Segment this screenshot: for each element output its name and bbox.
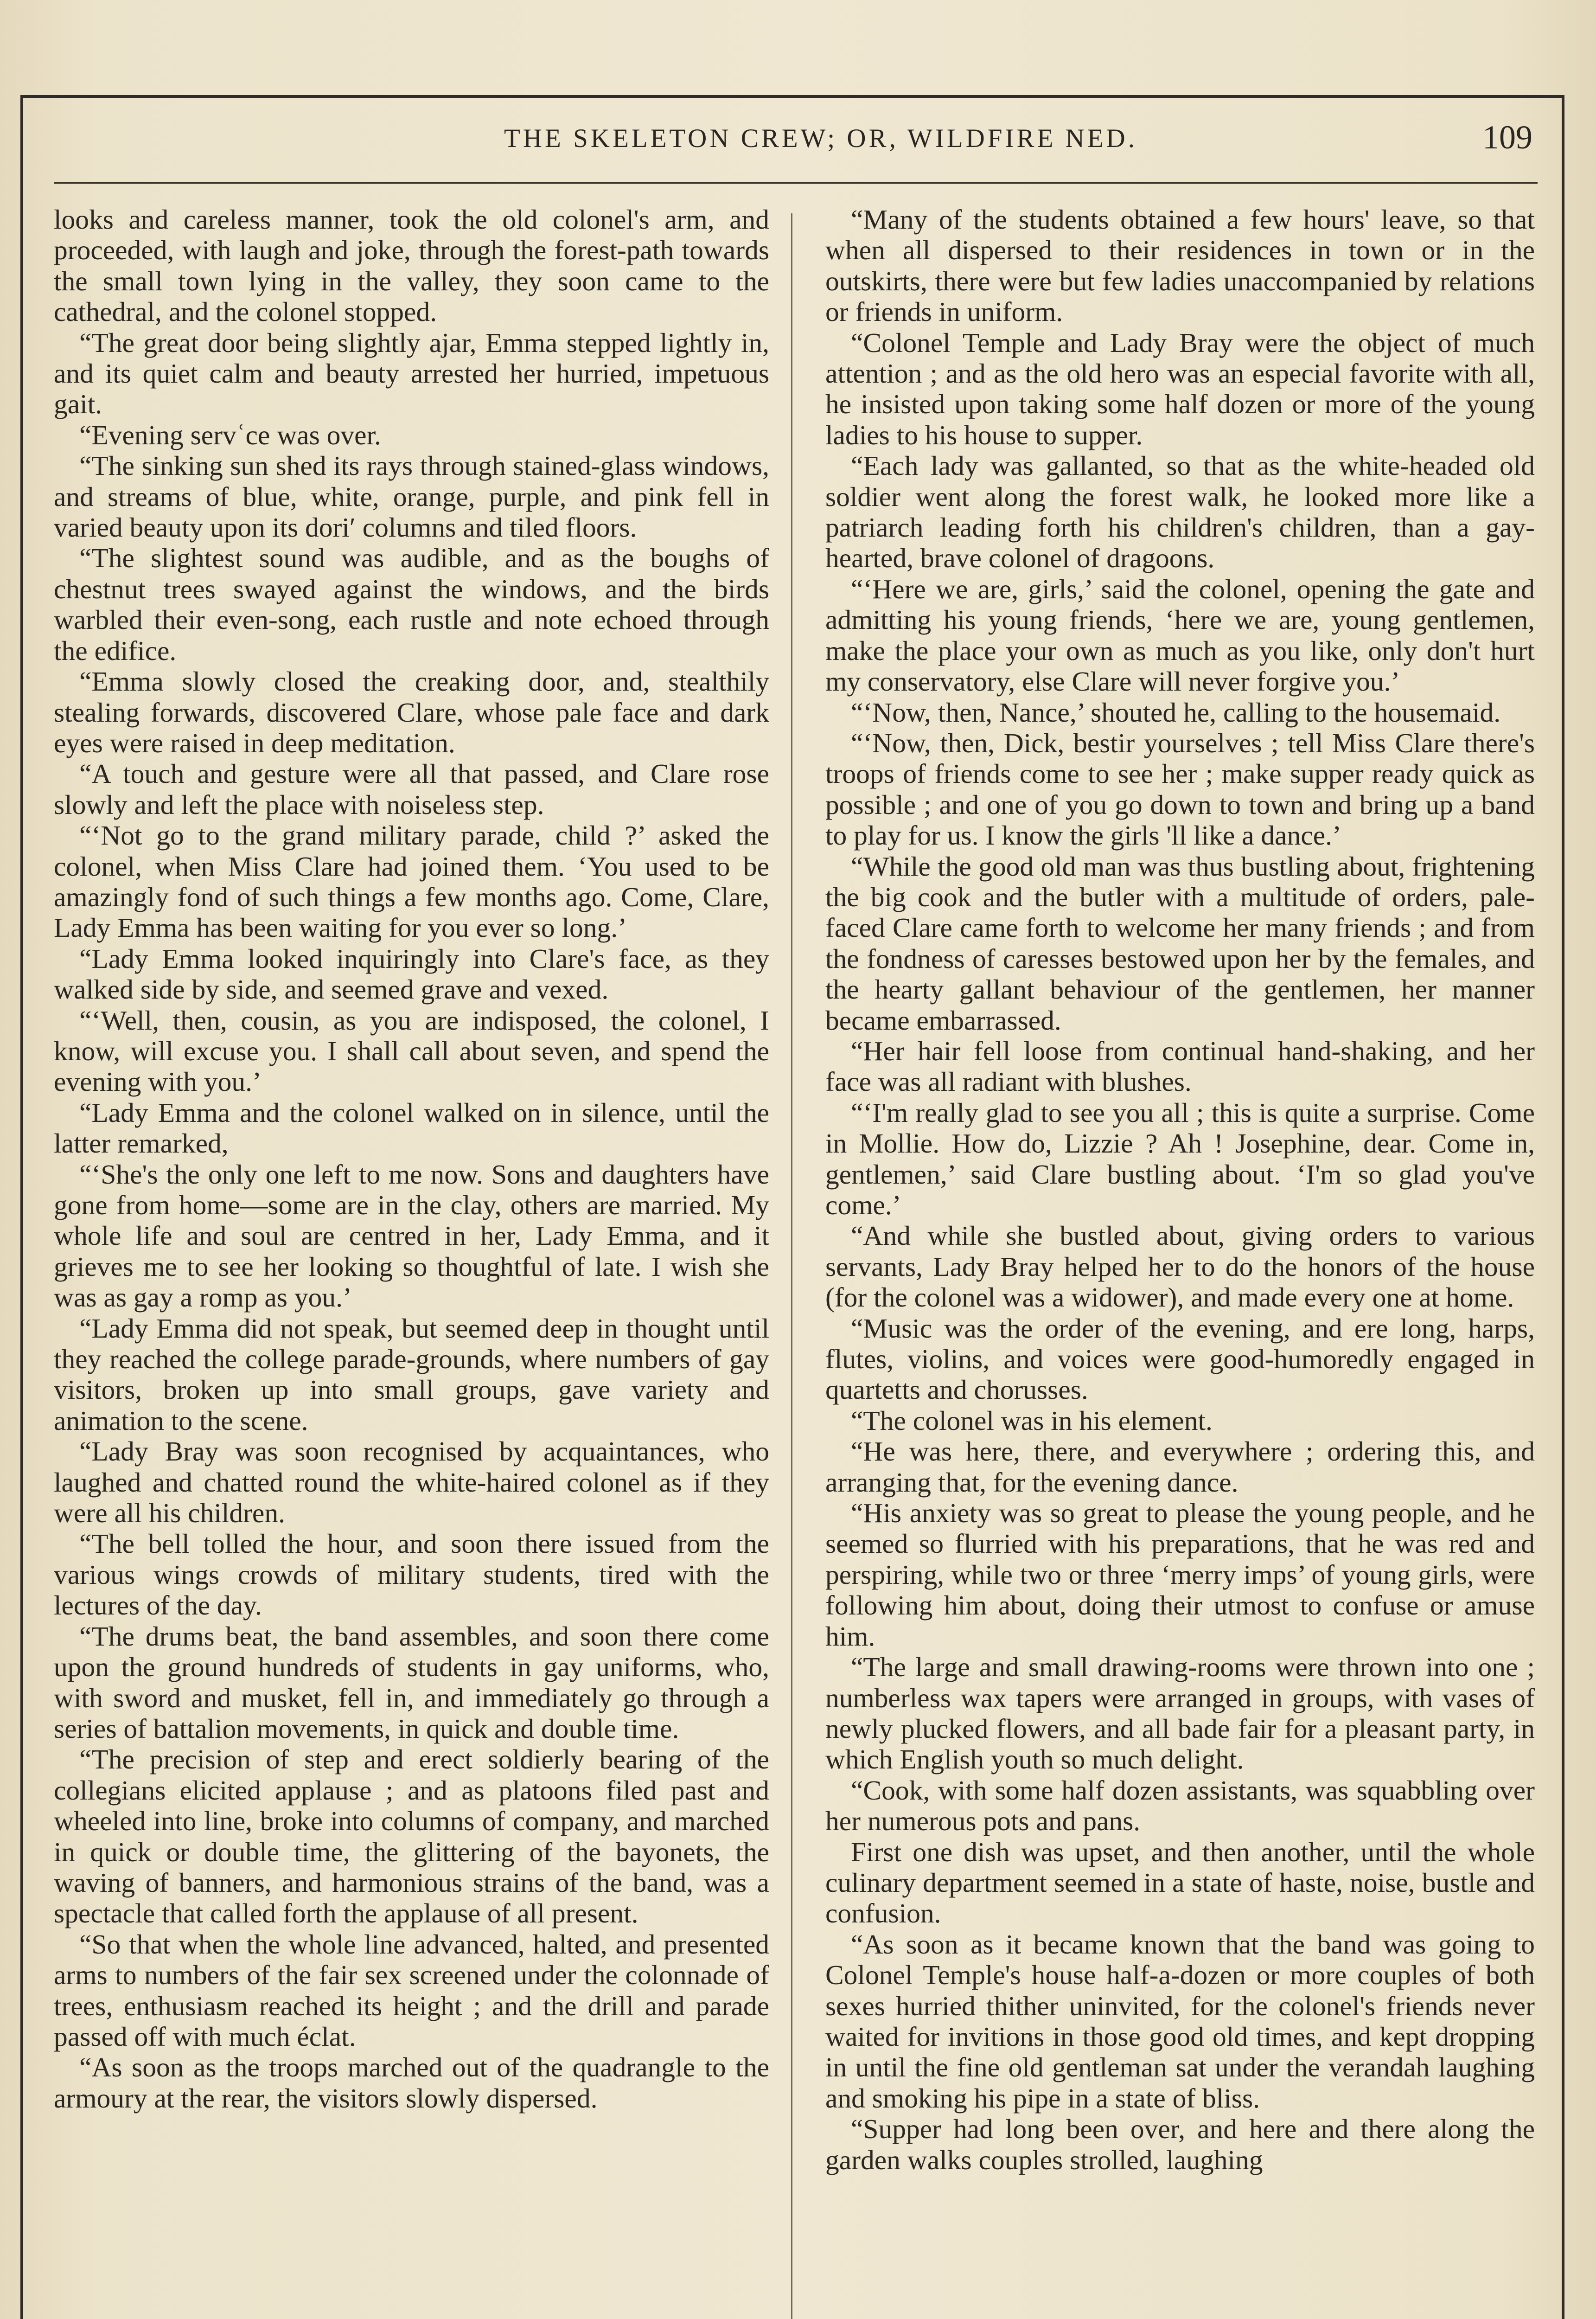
paragraph: looks and careless manner, took the old colonel's arm, and proceeded, with laugh and joke, through the forest-path towards the small town lying in the valley, they soon came to the cathedral, and the colonel stopped. <box>54 204 769 327</box>
paragraph: “Cook, with some half dozen assistants, was squabbling over her numerous pots and pans. <box>825 1774 1535 1837</box>
paragraph: “Lady Bray was soon recognised by acquaintances, who laughed and chatted round the white-haired colonel as if they were all his children. <box>54 1436 769 1529</box>
paragraph: “The sinking sun shed its rays through stained-glass windows, and streams of blue, white, orange, purple, and pink fell in varied beauty upon its dori′ columns and tiled floors. <box>54 450 769 543</box>
paragraph: “So that when the whole line advanced, halted, and presented arms to numbers of the fair sex screened under the colonnade of trees, enthusiasm reached its height ; and the drill and parade passed off with much éclat. <box>54 1928 769 2052</box>
paragraph: “The bell tolled the hour, and soon there issued from the various wings crowds of military students, tired with the lectures of the day. <box>54 1528 769 1621</box>
paragraph: “‘She's the only one left to me now. Sons and daughters have gone from home—some are in the clay, others are married. My whole life and soul are centred in her, Lady Emma, and it grieves me to see her looking so thoughtful of late. I wish she was as gay a romp as you.’ <box>54 1159 769 1313</box>
paragraph: “‘Here we are, girls,’ said the colonel, opening the gate and admitting his young friends, ‘here we are, young gentlemen, make the place your own as much as you like, only don't hurt my conservatory, else Clare will never forgive you.’ <box>825 573 1535 697</box>
paragraph: “‘Not go to the grand military parade, child ?’ asked the colonel, when Miss Clare had joined them. ‘You used to be amazingly fond of such things a few months ago. Come, Clare, Lady Emma has been waiting for you ever so long.’ <box>54 820 769 943</box>
left-text-column <box>54 204 769 2114</box>
paragraph: “‘I'm really glad to see you all ; this is quite a surprise. Come in Mollie. How do, Lizzie ? Ah ! Josephine, dear. Come in, gentlemen,’ said Clare bustling about. ‘I'm so glad you've come.’ <box>825 1097 1535 1220</box>
paragraph: “‘Now, then, Dick, bestir yourselves ; tell Miss Clare there's troops of friends come to see her ; make supper ready quick as possible ; and one of you go down to town and bring up a band to play for us. I know the girls 'll like a dance.’ <box>825 727 1535 851</box>
paragraph: “The precision of step and erect soldierly bearing of the collegians elicited applause ; and as platoons filed past and wheeled into line, broke into columns of company, and marched in quick or double time, the glittering of the bayonets, the waving of banners, and harmonious strains of the band, was a spectacle that called forth the applause of all present. <box>54 1744 769 1929</box>
paragraph: “The drums beat, the band assembles, and soon there come upon the ground hundreds of students in gay uniforms, who, with sword and musket, fell in, and immediately go through a series of battalion movements, in quick and double time. <box>54 1621 769 1744</box>
running-title: THE SKELETON CREW; OR, WILDFIRE NED. <box>504 124 1137 153</box>
paragraph: “The large and small drawing-rooms were thrown into one ; numberless wax tapers were arranged in groups, with vases of newly plucked flowers, and all bade fair for a pleasant party, in which English youth so much delight. <box>825 1652 1535 1775</box>
paragraph: “‘Well, then, cousin, as you are indisposed, the colonel, I know, will excuse you. I shall call about seven, and spend the evening with you.’ <box>54 1005 769 1097</box>
paragraph: “And while she bustled about, giving orders to various servants, Lady Bray helped her to do the honors of the house (for the colonel was a widower), and made every one at home. <box>825 1220 1535 1313</box>
paragraph: “The colonel was in his element. <box>851 1405 1213 1436</box>
paragraph: “Supper had long been over, and here and there along the garden walks couples strolled, laughing <box>825 2114 1535 2175</box>
paragraph: “Colonel Temple and Lady Bray were the object of much attention ; and as the old hero was an especial favorite with all, he insisted upon taking some half dozen or more of the young ladies to his house to supper. <box>825 327 1535 450</box>
right-text-column <box>825 204 1535 2175</box>
paragraph: “Emma slowly closed the creaking door, and, stealthily stealing forwards, discovered Clare, whose pale face and dark eyes were raised in deep meditation. <box>54 666 769 758</box>
column-divider <box>791 213 792 2319</box>
paragraph: “While the good old man was thus bustling about, frightening the big cook and the butler with a multitude of orders, pale-faced Clare came forth to welcome her many friends ; and from the fondness of caresses bestowed upon her by the females, and the hearty gallant behaviour of the gentlemen, her manner became embarrassed. <box>825 851 1535 1036</box>
header-rule <box>54 182 1538 184</box>
paragraph: “As soon as the troops marched out of the quadrangle to the armoury at the rear, the visitors slowly dispersed. <box>54 2052 769 2114</box>
paragraph: “Many of the students obtained a few hours' leave, so that when all dispersed to their residences in town or in the outskirts, there were but few ladies unaccompanied by relations or friends in uniform. <box>825 204 1535 327</box>
paragraph: “Lady Emma did not speak, but seemed deep in thought until they reached the college parade-grounds, where numbers of gay visitors, broken up into small groups, gave variety and animation to the scene. <box>54 1313 769 1436</box>
paragraph: “Lady Emma looked inquiringly into Clare's face, as they walked side by side, and seemed grave and vexed. <box>54 943 769 1005</box>
paragraph: First one dish was upset, and then another, until the whole culinary department seemed in a state of haste, noise, bustle and confusion. <box>825 1836 1535 1929</box>
paragraph: “A touch and gesture were all that passed, and Clare rose slowly and left the place with noiseless step. <box>54 758 769 820</box>
paragraph: “He was here, there, and everywhere ; ordering this, and arranging that, for the evening dance. <box>825 1436 1535 1498</box>
paragraph: “The slightest sound was audible, and as the boughs of chestnut trees swayed against the windows, and the birds warbled their even-song, each rustle and note echoed through the edifice. <box>54 543 769 666</box>
paragraph: “As soon as it became known that the band was going to Colonel Temple's house half-a-dozen or more couples of both sexes hurried thither uninvited, for the colonel's friends never waited for invitions in those good old times, and kept dropping in until the fine old gentleman sat under the verandah laughing and smoking his pipe in a state of bliss. <box>825 1928 1535 2114</box>
paragraph: “His anxiety was so great to please the young people, and he seemed so flurried with his preparations, that he was red and perspiring, while two or three ‘merry imps’ of young girls, were following him about, doing their utmost to confuse or amuse him. <box>825 1498 1535 1652</box>
paragraph: “Music was the order of the evening, and ere long, harps, flutes, violins, and voices were good-humoredly engaged in quartetts and chorusses. <box>825 1313 1535 1405</box>
paragraph: “Lady Emma and the colonel walked on in silence, until the latter remarked, <box>54 1097 769 1159</box>
paragraph: “‘Now, then, Nance,’ shouted he, calling to the housemaid. <box>851 697 1501 728</box>
page-number: 109 <box>1482 119 1532 156</box>
paragraph: “Evening servʿce was over. <box>79 419 381 450</box>
paragraph: “Her hair fell loose from continual hand-shaking, and her face was all radiant with blushes. <box>825 1035 1535 1097</box>
paragraph: “Each lady was gallanted, so that as the white-headed old soldier went along the forest walk, he looked more like a patriarch leading forth his children's children, than a gay-hearted, brave colonel of dragoons. <box>825 450 1535 574</box>
paragraph: “The great door being slightly ajar, Emma stepped lightly in, and its quiet calm and beauty arrested her hurried, impetuous gait. <box>54 327 769 420</box>
